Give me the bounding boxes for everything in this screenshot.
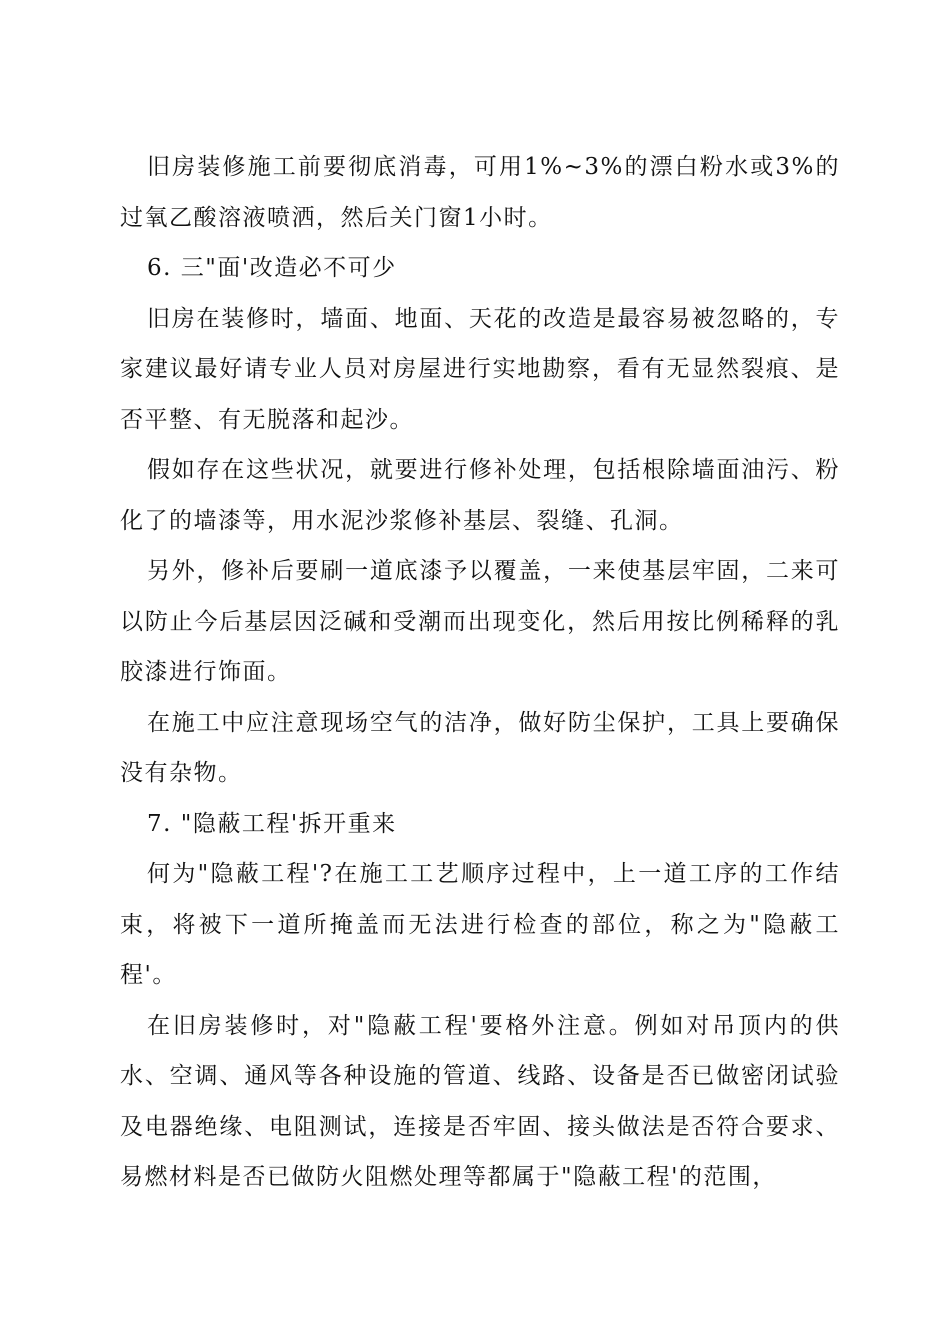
paragraph-disinfection: 旧房装修施工前要彻底消毒，可用1%~3%的漂白粉水或3%的过氧乙酸溶液喷洒，然后关门窗1小时。 xyxy=(120,154,840,231)
heading-section-6: 6. 三"面'改造必不可少 xyxy=(147,255,397,281)
document-body xyxy=(120,142,840,1203)
paragraph-surface-renovation: 旧房在装修时，墙面、地面、天花的改造是最容易被忽略的，专家建议最好请专业人员对房屋进行实地勘察，看有无显然裂痕、是否平整、有无脱落和起沙。 xyxy=(120,305,840,433)
paragraph-hidden-works-attention: 在旧房装修时，对"隐蔽工程'要格外注意。例如对吊顶内的供水、空调、通风等各种设施的管道、线路、设备是否已做密闭试验及电器绝缘、电阻测试，连接是否牢固、接头做法是否符合要求、易燃材料是否已做防火阻燃处理等都属于"隐蔽工程'的范围， xyxy=(120,1012,840,1190)
paragraph-dust-protection: 在施工中应注意现场空气的洁净，做好防尘保护，工具上要确保没有杂物。 xyxy=(120,709,840,786)
heading-section-7: 7. "隐蔽工程'拆开重来 xyxy=(147,810,397,837)
paragraph-hidden-works-definition: 何为"隐蔽工程'?在施工工艺顺序过程中，上一道工序的工作结束，将被下一道所掩盖而无法进行检查的部位，称之为"隐蔽工程'。 xyxy=(120,861,840,988)
paragraph-repair: 假如存在这些状况，就要进行修补处理，包括根除墙面油污、粉化了的墙漆等，用水泥沙浆修补基层、裂缝、孔洞。 xyxy=(120,457,840,534)
paragraph-primer: 另外，修补后要刷一道底漆予以覆盖，一来使基层牢固，二来可以防止今后基层因泛碱和受潮而出现变化，然后用按比例稀释的乳胶漆进行饰面。 xyxy=(120,558,840,685)
